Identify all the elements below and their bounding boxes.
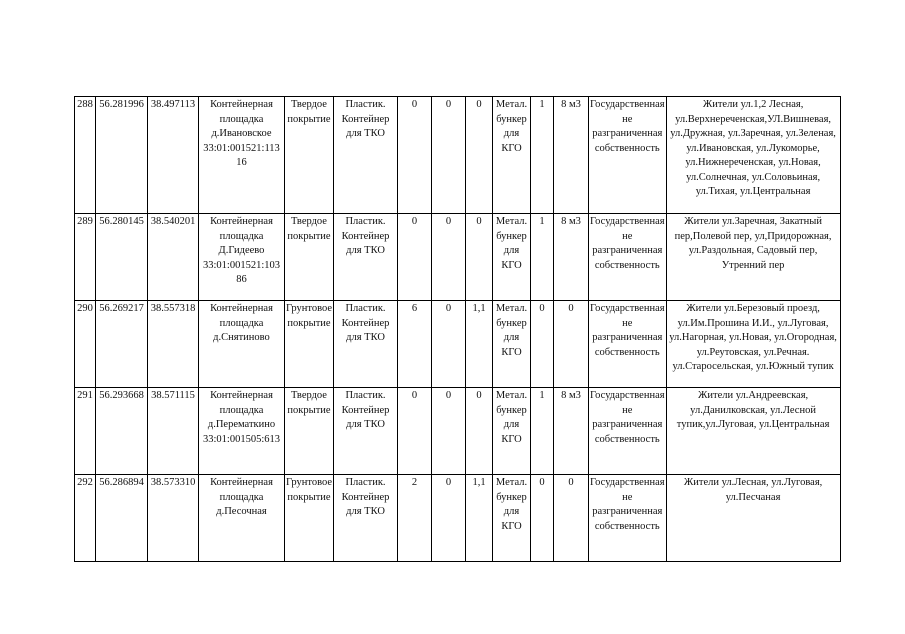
residents-cell: Жители ул.Березовый проезд, ул.Им.Прошина И.И., ул.Луговая, ул.Нагорная, ул.Новая, ул.Огородная, ул.Реутовская, ул.Речная. ул.Старосельская, ул.Южный тупик bbox=[666, 301, 840, 388]
row-number: 288 bbox=[75, 97, 96, 214]
container-type-cell: Пластик. Контейнер для ТКО bbox=[334, 301, 398, 388]
bunker-count-cell: 1 bbox=[531, 97, 554, 214]
site-cell: Контейнерная площадка д.Песочная bbox=[199, 475, 285, 562]
surface-cell: Твердое покрытие bbox=[285, 388, 334, 475]
container-volume-cell: 0 bbox=[466, 214, 493, 301]
ownership-cell: Государственная не разграниченная собственность bbox=[589, 97, 667, 214]
latitude-cell: 56.281996 bbox=[96, 97, 148, 214]
bunker-volume-cell: 0 bbox=[554, 475, 589, 562]
residents-cell: Жители ул.Андреевская, ул.Данилковская, ул.Лесной тупик,ул.Луговая, ул.Центральная bbox=[666, 388, 840, 475]
container-count-cell: 0 bbox=[398, 214, 432, 301]
residents-cell: Жители ул.Лесная, ул.Луговая, ул.Песчаная bbox=[666, 475, 840, 562]
longitude-cell: 38.573310 bbox=[148, 475, 199, 562]
bunker-type-cell: Метал. бункер для КГО bbox=[493, 214, 531, 301]
ownership-cell: Государственная не разграниченная собственность bbox=[589, 214, 667, 301]
surface-cell: Твердое покрытие bbox=[285, 214, 334, 301]
table-row bbox=[75, 475, 841, 562]
longitude-cell: 38.540201 bbox=[148, 214, 199, 301]
bunker-volume-cell: 0 bbox=[554, 301, 589, 388]
container-count-cell: 0 bbox=[398, 388, 432, 475]
table-row bbox=[75, 214, 841, 301]
site-cell: Контейнерная площадка д.Снятиново bbox=[199, 301, 285, 388]
bunker-count-cell: 1 bbox=[531, 214, 554, 301]
bunker-type-cell: Метал. бункер для КГО bbox=[493, 475, 531, 562]
bunker-type-cell: Метал. бункер для КГО bbox=[493, 301, 531, 388]
bunker-type-cell: Метал. бункер для КГО bbox=[493, 388, 531, 475]
table-row bbox=[75, 97, 841, 214]
bunker-count-cell: 0 bbox=[531, 301, 554, 388]
table-row bbox=[75, 301, 841, 388]
ownership-cell: Государственная не разграниченная собственность bbox=[589, 388, 667, 475]
longitude-cell: 38.571115 bbox=[148, 388, 199, 475]
longitude-cell: 38.497113 bbox=[148, 97, 199, 214]
bunker-count-cell: 0 bbox=[531, 475, 554, 562]
container-sites-table bbox=[74, 96, 841, 562]
container-count-2-cell: 0 bbox=[432, 475, 466, 562]
table-row bbox=[75, 388, 841, 475]
container-type-cell: Пластик. Контейнер для ТКО bbox=[334, 388, 398, 475]
container-volume-cell: 1,1 bbox=[466, 475, 493, 562]
container-count-2-cell: 0 bbox=[432, 388, 466, 475]
ownership-cell: Государственная не разграниченная собственность bbox=[589, 301, 667, 388]
residents-cell: Жители ул.1,2 Лесная, ул.Верхнереченская,УЛ.Вишневая, ул.Дружная, ул.Заречная, ул.Зеленая, ул.Ивановская, ул.Лукоморье, ул.Нижнереченская, ул.Новая, ул.Солнечная, ул.Соловьиная, ул.Тихая, ул.Центральная bbox=[666, 97, 840, 214]
ownership-cell: Государственная не разграниченная собственность bbox=[589, 475, 667, 562]
row-number: 291 bbox=[75, 388, 96, 475]
site-cell: Контейнерная площадка д.Ивановское 33:01:001521:113 16 bbox=[199, 97, 285, 214]
container-type-cell: Пластик. Контейнер для ТКО bbox=[334, 214, 398, 301]
surface-cell: Твердое покрытие bbox=[285, 97, 334, 214]
site-cell: Контейнерная площадка д.Перематкино 33:01:001505:613 bbox=[199, 388, 285, 475]
container-type-cell: Пластик. Контейнер для ТКО bbox=[334, 475, 398, 562]
bunker-type-cell: Метал. бункер для КГО bbox=[493, 97, 531, 214]
surface-cell: Грунтовое покрытие bbox=[285, 475, 334, 562]
container-count-2-cell: 0 bbox=[432, 301, 466, 388]
longitude-cell: 38.557318 bbox=[148, 301, 199, 388]
latitude-cell: 56.293668 bbox=[96, 388, 148, 475]
container-count-2-cell: 0 bbox=[432, 97, 466, 214]
container-count-2-cell: 0 bbox=[432, 214, 466, 301]
container-volume-cell: 1,1 bbox=[466, 301, 493, 388]
bunker-volume-cell: 8 м3 bbox=[554, 214, 589, 301]
container-volume-cell: 0 bbox=[466, 388, 493, 475]
row-number: 290 bbox=[75, 301, 96, 388]
latitude-cell: 56.286894 bbox=[96, 475, 148, 562]
latitude-cell: 56.280145 bbox=[96, 214, 148, 301]
container-count-cell: 0 bbox=[398, 97, 432, 214]
container-count-cell: 2 bbox=[398, 475, 432, 562]
surface-cell: Грунтовое покрытие bbox=[285, 301, 334, 388]
container-count-cell: 6 bbox=[398, 301, 432, 388]
residents-cell: Жители ул.Заречная, Закатный пер,Полевой пер, ул,Придорожная, ул.Раздольная, Садовый пер, Утренний пер bbox=[666, 214, 840, 301]
bunker-volume-cell: 8 м3 bbox=[554, 97, 589, 214]
bunker-count-cell: 1 bbox=[531, 388, 554, 475]
bunker-volume-cell: 8 м3 bbox=[554, 388, 589, 475]
container-type-cell: Пластик. Контейнер для ТКО bbox=[334, 97, 398, 214]
latitude-cell: 56.269217 bbox=[96, 301, 148, 388]
site-cell: Контейнерная площадка Д.Гидеево 33:01:001521:103 86 bbox=[199, 214, 285, 301]
row-number: 292 bbox=[75, 475, 96, 562]
row-number: 289 bbox=[75, 214, 96, 301]
container-volume-cell: 0 bbox=[466, 97, 493, 214]
